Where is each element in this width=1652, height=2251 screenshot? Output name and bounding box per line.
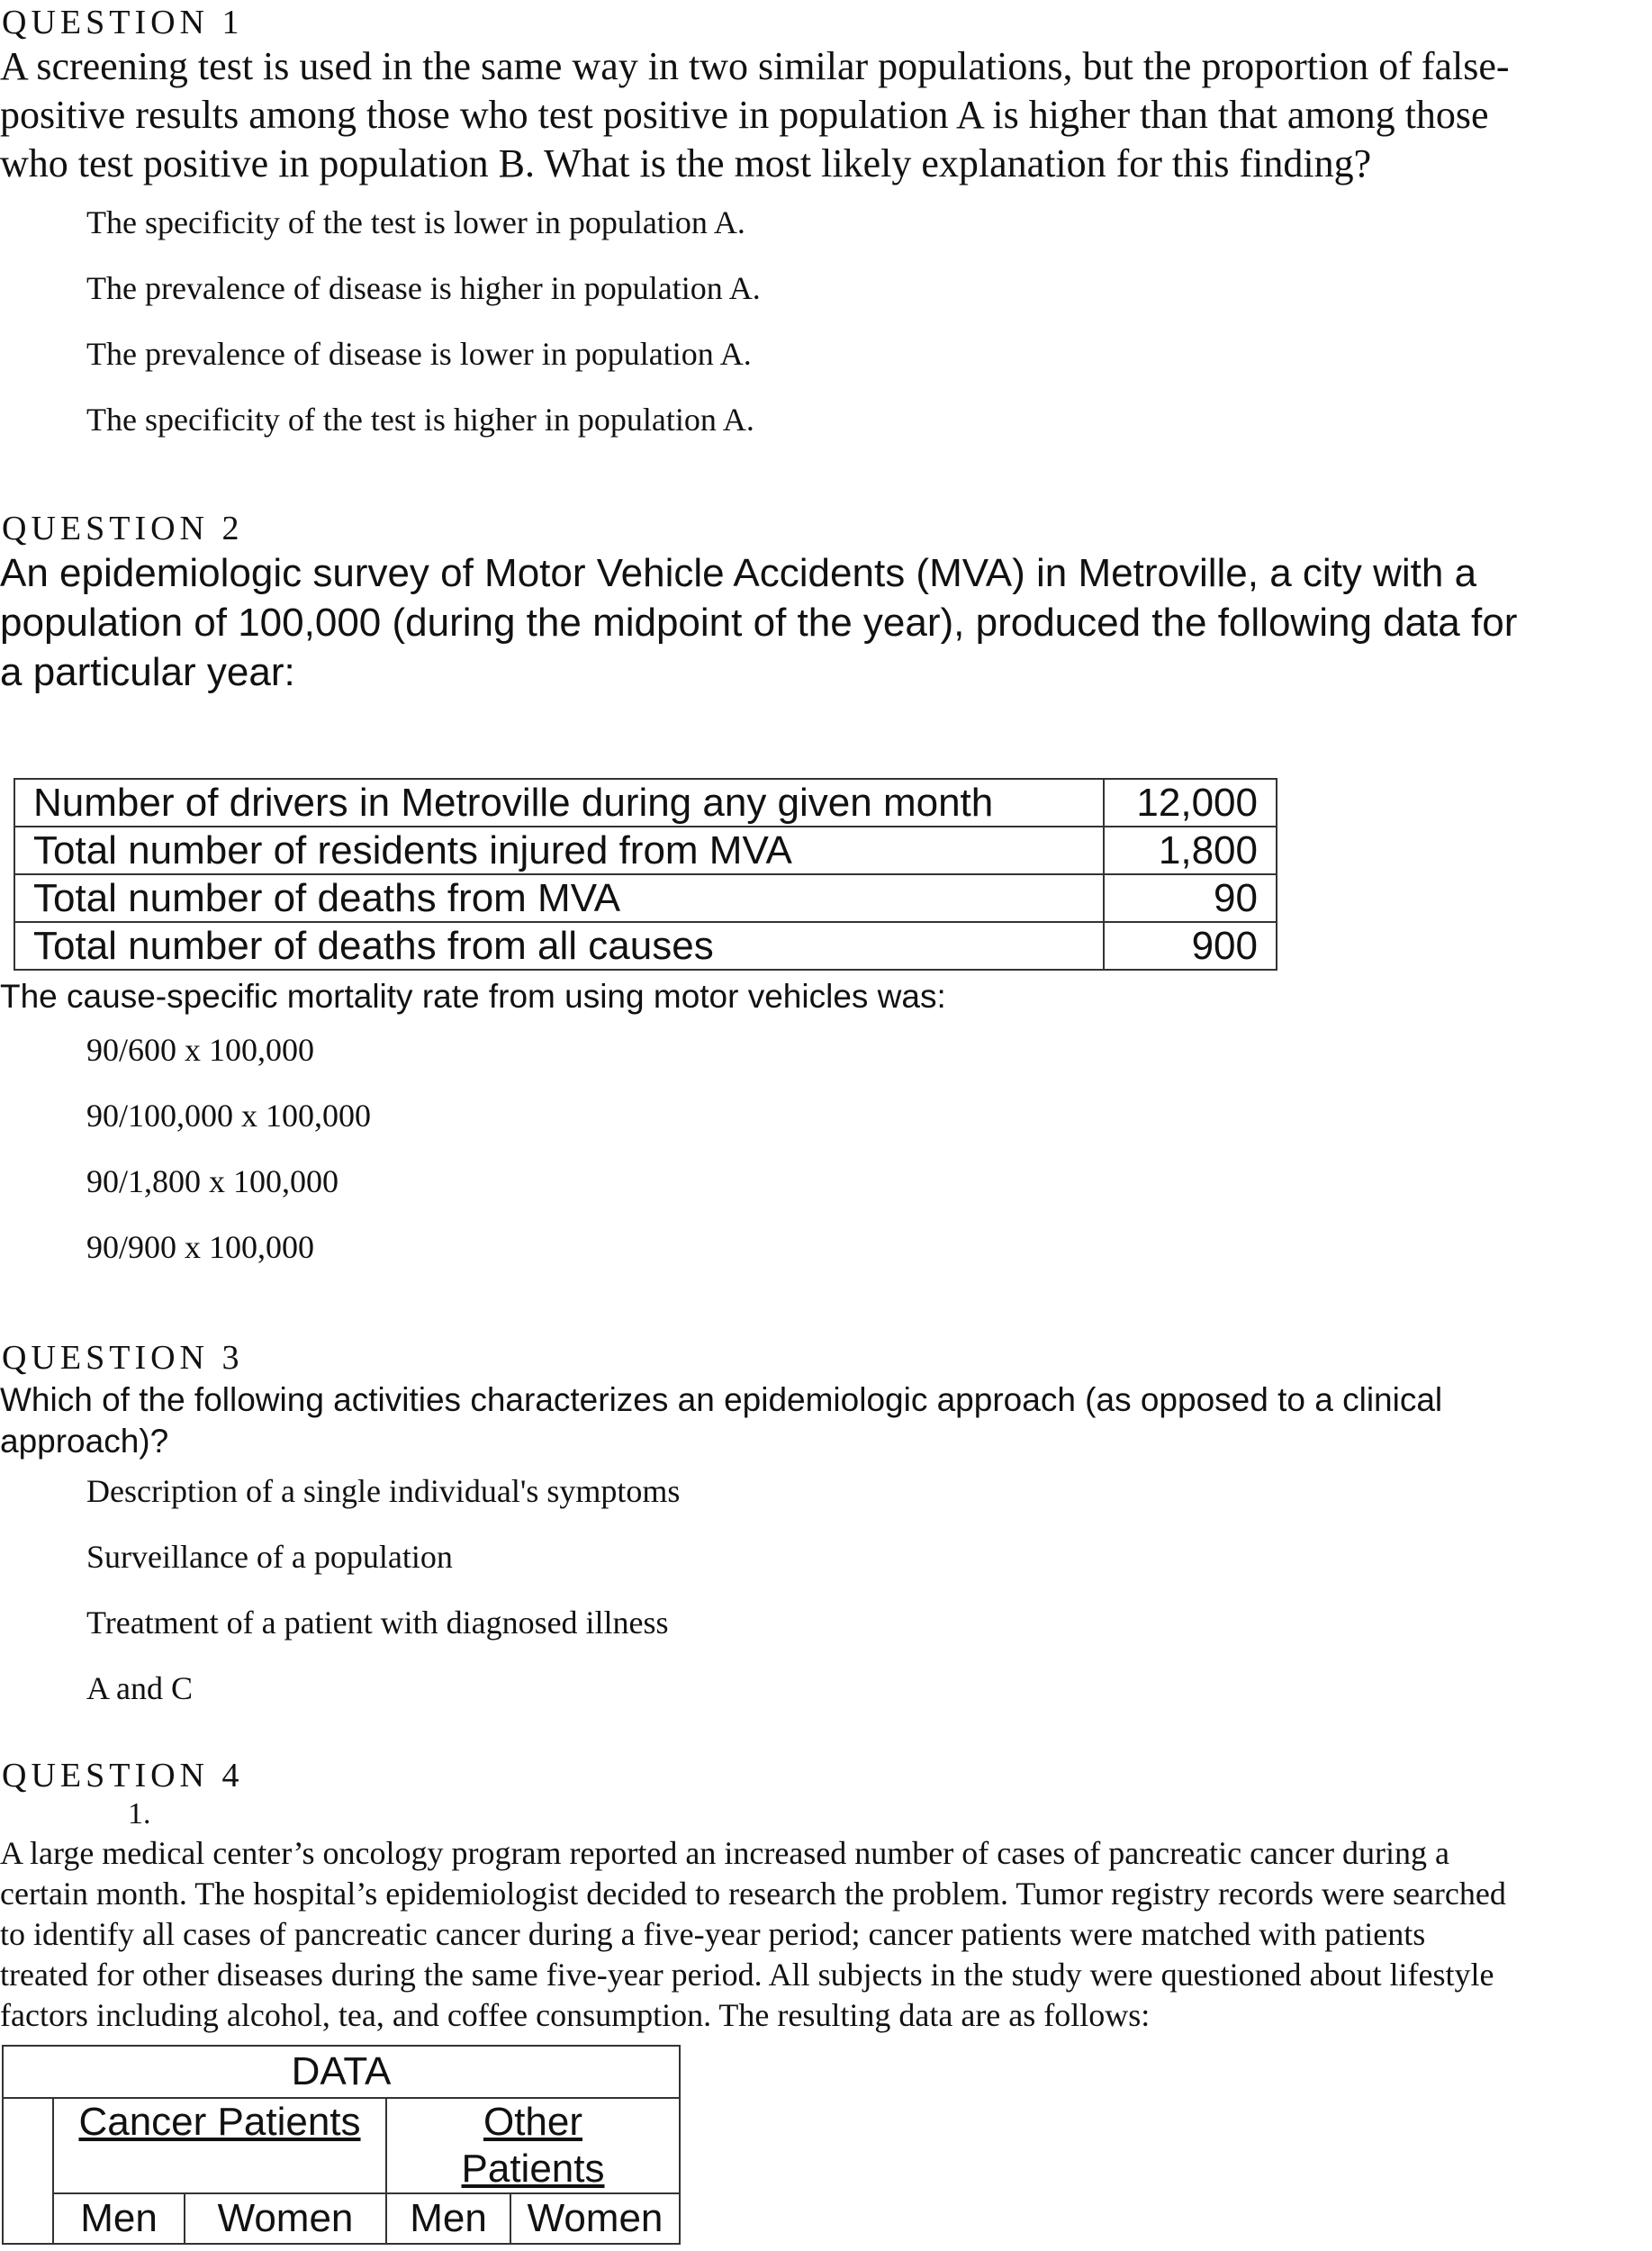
table-cell-value: 900: [1104, 922, 1277, 970]
table-cell-value: 90: [1104, 874, 1277, 922]
question-1-option-b[interactable]: The prevalence of disease is higher in population A.: [86, 270, 761, 306]
table-row: [14, 922, 1277, 970]
question-2-option-c[interactable]: 90/1,800 x 100,000: [86, 1163, 339, 1199]
table-cell-label: Total number of residents injured from MVA: [14, 827, 1104, 874]
question-3-heading: QUESTION 3: [2, 1339, 244, 1377]
question-2-prompt: The cause-specific mortality rate from using motor vehicles was:: [0, 978, 946, 1015]
table-cell-empty: [3, 2098, 53, 2244]
question-1-text-line: A screening test is used in the same way in two similar populations, but the proportion of false-: [0, 44, 1510, 88]
subheader-cell: Women: [510, 2193, 680, 2244]
question-2-text-line: a particular year:: [0, 650, 295, 694]
question-3-option-b[interactable]: Surveillance of a population: [86, 1539, 453, 1575]
question-1-option-c[interactable]: The prevalence of disease is lower in population A.: [86, 336, 752, 372]
question-3-text-line: approach)?: [0, 1423, 169, 1460]
question-1-heading: QUESTION 1: [2, 4, 244, 41]
question-4-text-line: A large medical center’s oncology program reported an increased number of cases of pancreatic cancer during a: [0, 1835, 1449, 1871]
question-4-text-line: to identify all cases of pancreatic cancer during a five-year period; cancer patients were matched with patients: [0, 1916, 1426, 1952]
question-3-option-a[interactable]: Description of a single individual's symptoms: [86, 1473, 681, 1509]
table-row: [3, 2046, 680, 2098]
question-4-heading: QUESTION 4: [2, 1757, 244, 1794]
other-patients-header: [386, 2098, 680, 2193]
question-4-number: 1.: [128, 1797, 151, 1831]
subheader-cell: Women: [185, 2193, 386, 2244]
question-4-text: [0, 1833, 1506, 2036]
question-1-text: [0, 42, 1510, 188]
cancer-patients-header: Cancer Patients: [53, 2098, 386, 2193]
other-patients-header-line: Patients: [461, 2147, 605, 2191]
table-cell-value: 12,000: [1104, 779, 1277, 827]
question-3-option-d[interactable]: A and C: [86, 1670, 194, 1706]
question-2-heading: QUESTION 2: [2, 510, 244, 547]
question-2-option-a[interactable]: 90/600 x 100,000: [86, 1032, 315, 1068]
mva-data-table: [14, 778, 1277, 971]
question-2-text-line: population of 100,000 (during the midpoint of the year), produced the following data for: [0, 601, 1518, 645]
question-2-text: [0, 548, 1517, 697]
question-4-text-line: treated for other diseases during the same five-year period. All subjects in the study were questioned about lifestyle: [0, 1957, 1494, 1993]
question-3-option-c[interactable]: Treatment of a patient with diagnosed illness: [86, 1605, 669, 1641]
question-3-text: [0, 1379, 1442, 1462]
question-4-text-line: certain month. The hospital’s epidemiologist decided to research the problem. Tumor registry records were searched: [0, 1876, 1506, 1912]
question-1-option-a[interactable]: The specificity of the test is lower in population A.: [86, 204, 745, 240]
question-2-option-d[interactable]: 90/900 x 100,000: [86, 1229, 315, 1265]
table-row: [14, 827, 1277, 874]
question-4-text-line: factors including alcohol, tea, and coffee consumption. The resulting data are as follows:: [0, 1997, 1151, 2033]
question-1-text-line: who test positive in population B. What is the most likely explanation for this finding?: [0, 141, 1372, 185]
question-2-text-line: An epidemiologic survey of Motor Vehicle Accidents (MVA) in Metroville, a city with a: [0, 551, 1477, 595]
subheader-cell: Men: [53, 2193, 185, 2244]
data-table-title: DATA: [3, 2046, 680, 2098]
table-cell-label: Total number of deaths from MVA: [14, 874, 1104, 922]
question-2-option-b[interactable]: 90/100,000 x 100,000: [86, 1098, 372, 1134]
table-row: [14, 779, 1277, 827]
table-cell-label: Total number of deaths from all causes: [14, 922, 1104, 970]
table-cell-label: Number of drivers in Metroville during any given month: [14, 779, 1104, 827]
question-1-text-line: positive results among those who test positive in population A is higher than that among those: [0, 93, 1489, 137]
question-4-data-table: [2, 2045, 681, 2245]
question-1-option-d[interactable]: The specificity of the test is higher in population A.: [86, 402, 754, 438]
table-row: [3, 2098, 680, 2193]
subheader-cell: Men: [386, 2193, 510, 2244]
table-row: [3, 2193, 680, 2244]
table-row: [14, 874, 1277, 922]
other-patients-header-line: Other: [483, 2100, 583, 2144]
table-cell-value: 1,800: [1104, 827, 1277, 874]
question-3-text-line: Which of the following activities characterizes an epidemiologic approach (as opposed to a clinical: [0, 1381, 1443, 1418]
